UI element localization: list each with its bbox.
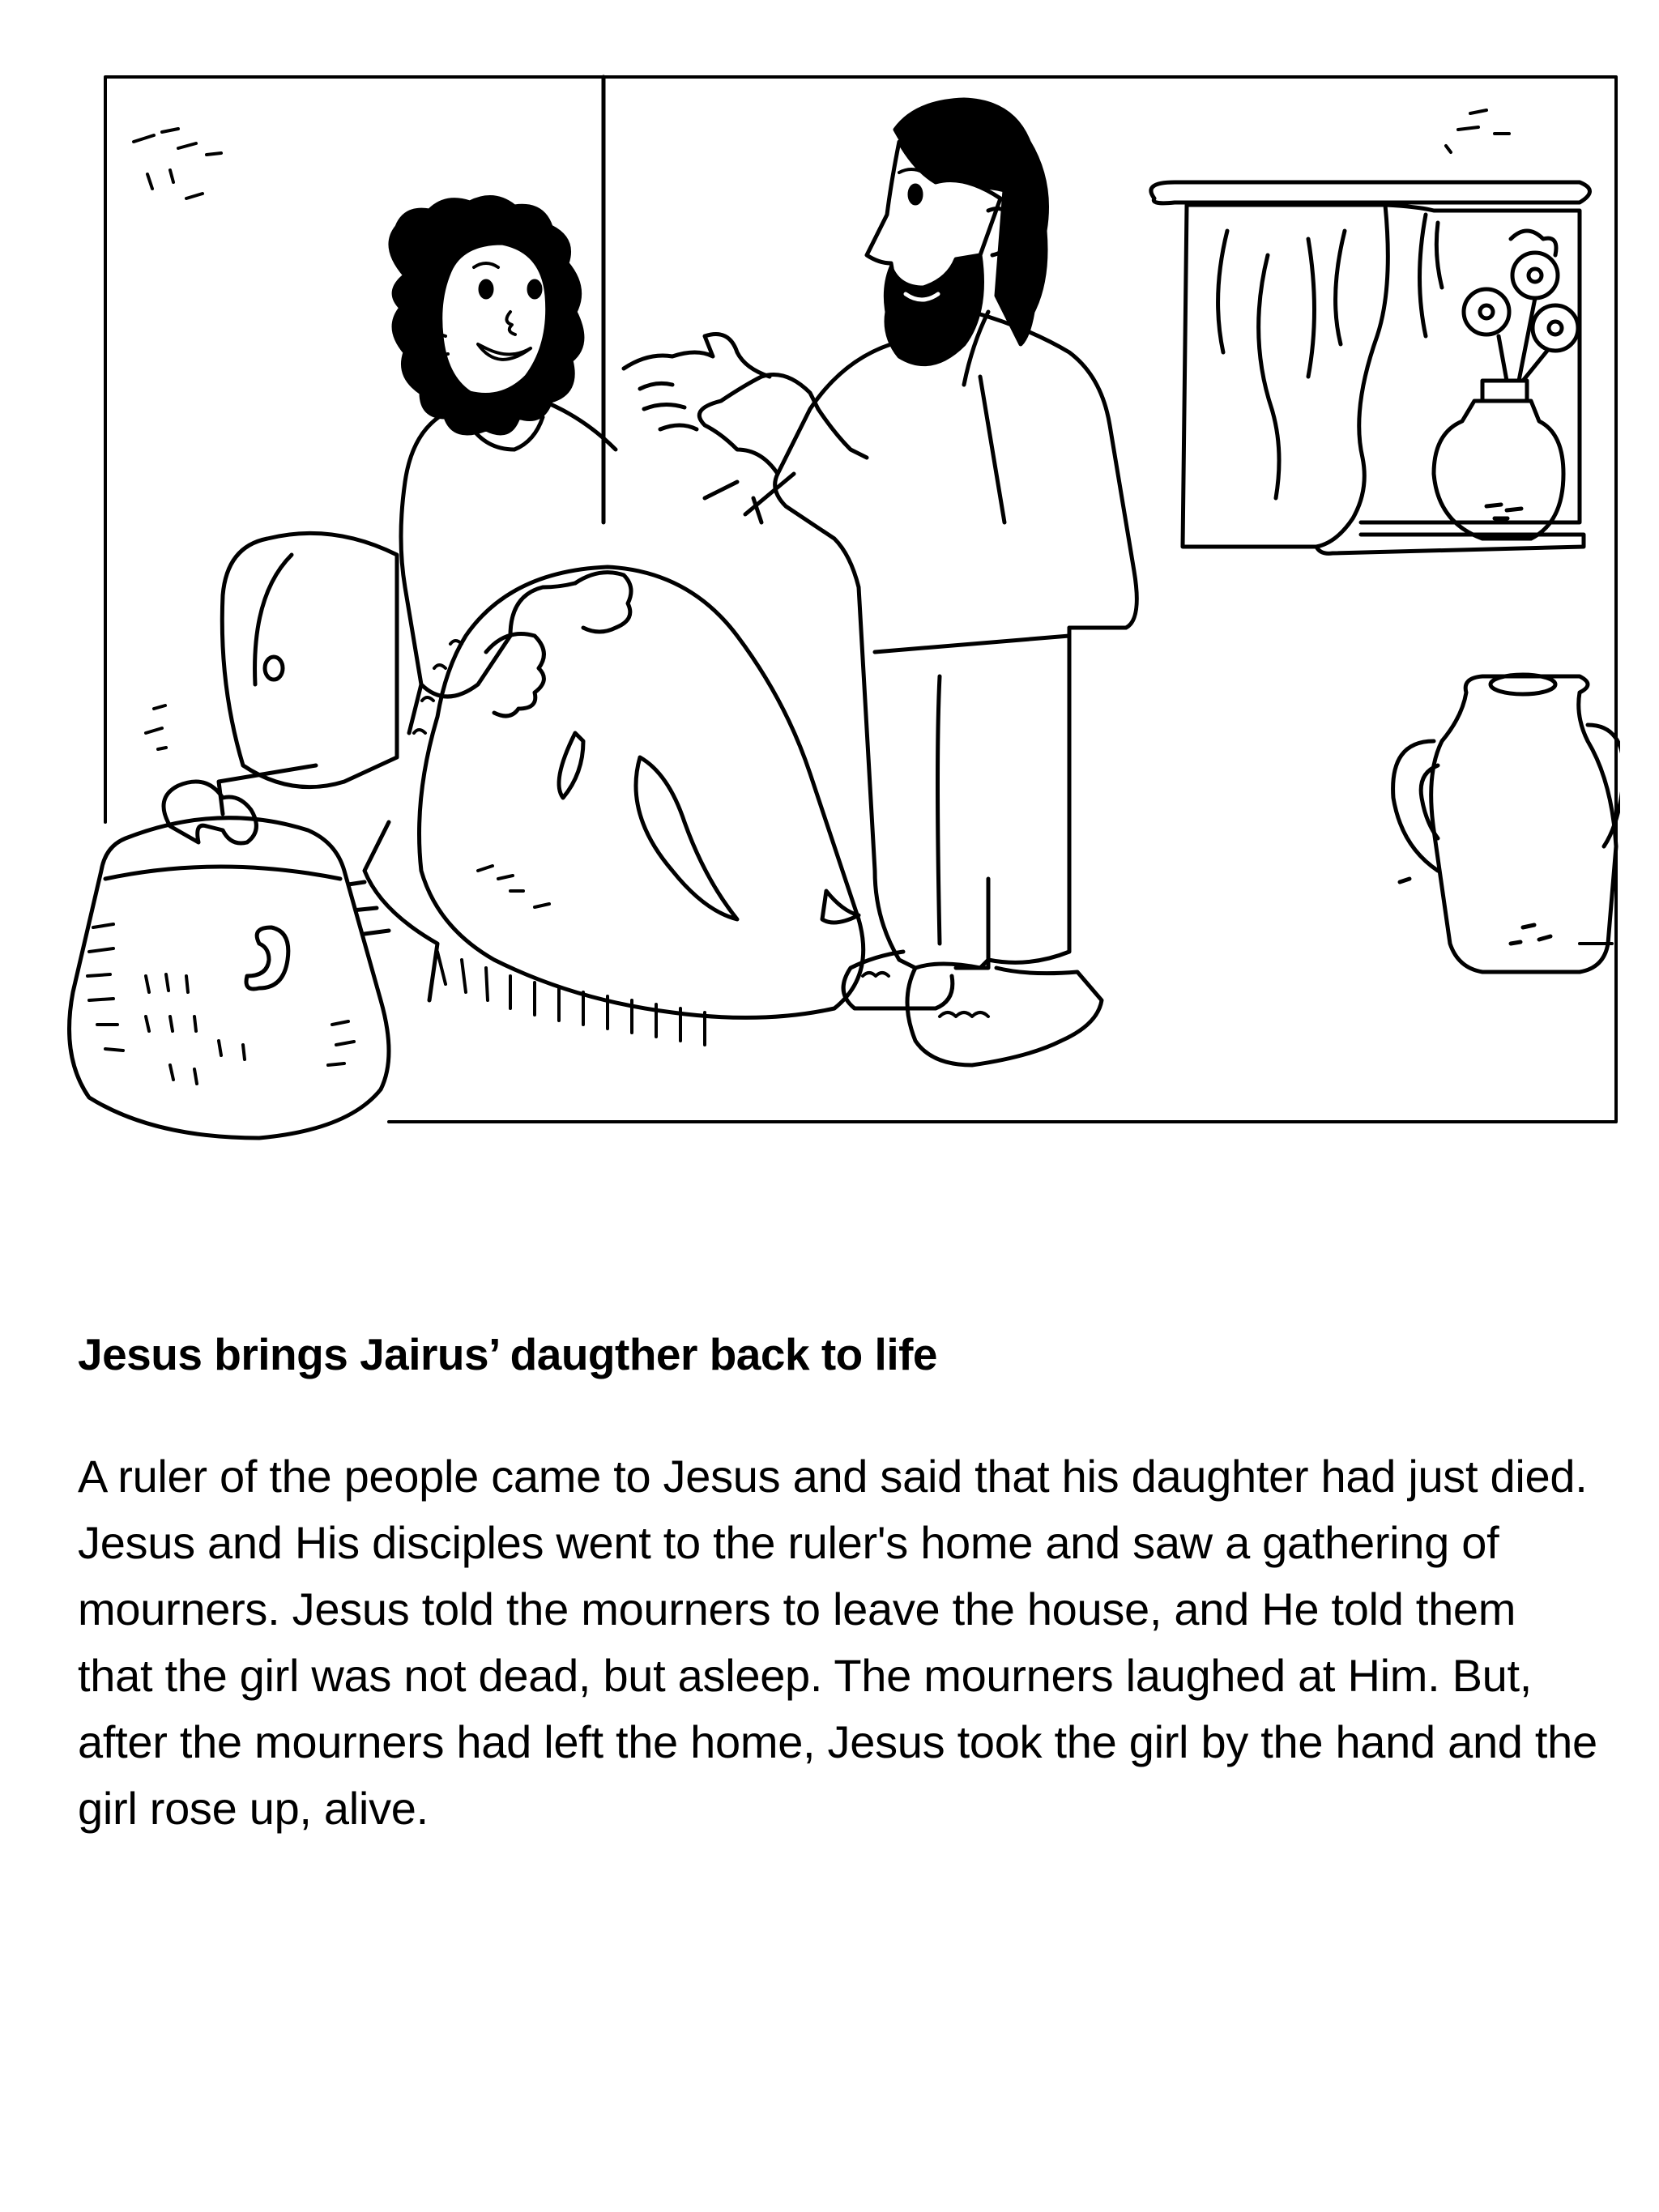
coloring-illustration: [57, 69, 1620, 1146]
jesus-figure-icon: [624, 100, 1137, 1065]
water-jug-icon: [1393, 675, 1620, 972]
story-section: [78, 1322, 1601, 1842]
basket-icon: [70, 782, 390, 1138]
story-body: A ruler of the people came to Jesus and said that his daughter had just died. Jesus and His disciples went to the ruler's home and saw a gathering of mourners. Jesus told the mourners to leave the house, and He told them that the girl was not dead, but asleep. The mourners laughed at Him. But, after the mourners had left the home, Jesus took the girl by the hand and the girl rose up, alive.: [78, 1451, 1597, 1834]
window-curtain-icon: [1151, 182, 1590, 553]
story-title: Jesus brings Jairus’ daugther back to life: [78, 1329, 938, 1379]
flower-vase-icon: [1434, 231, 1578, 539]
girl-figure-icon: [390, 198, 631, 733]
